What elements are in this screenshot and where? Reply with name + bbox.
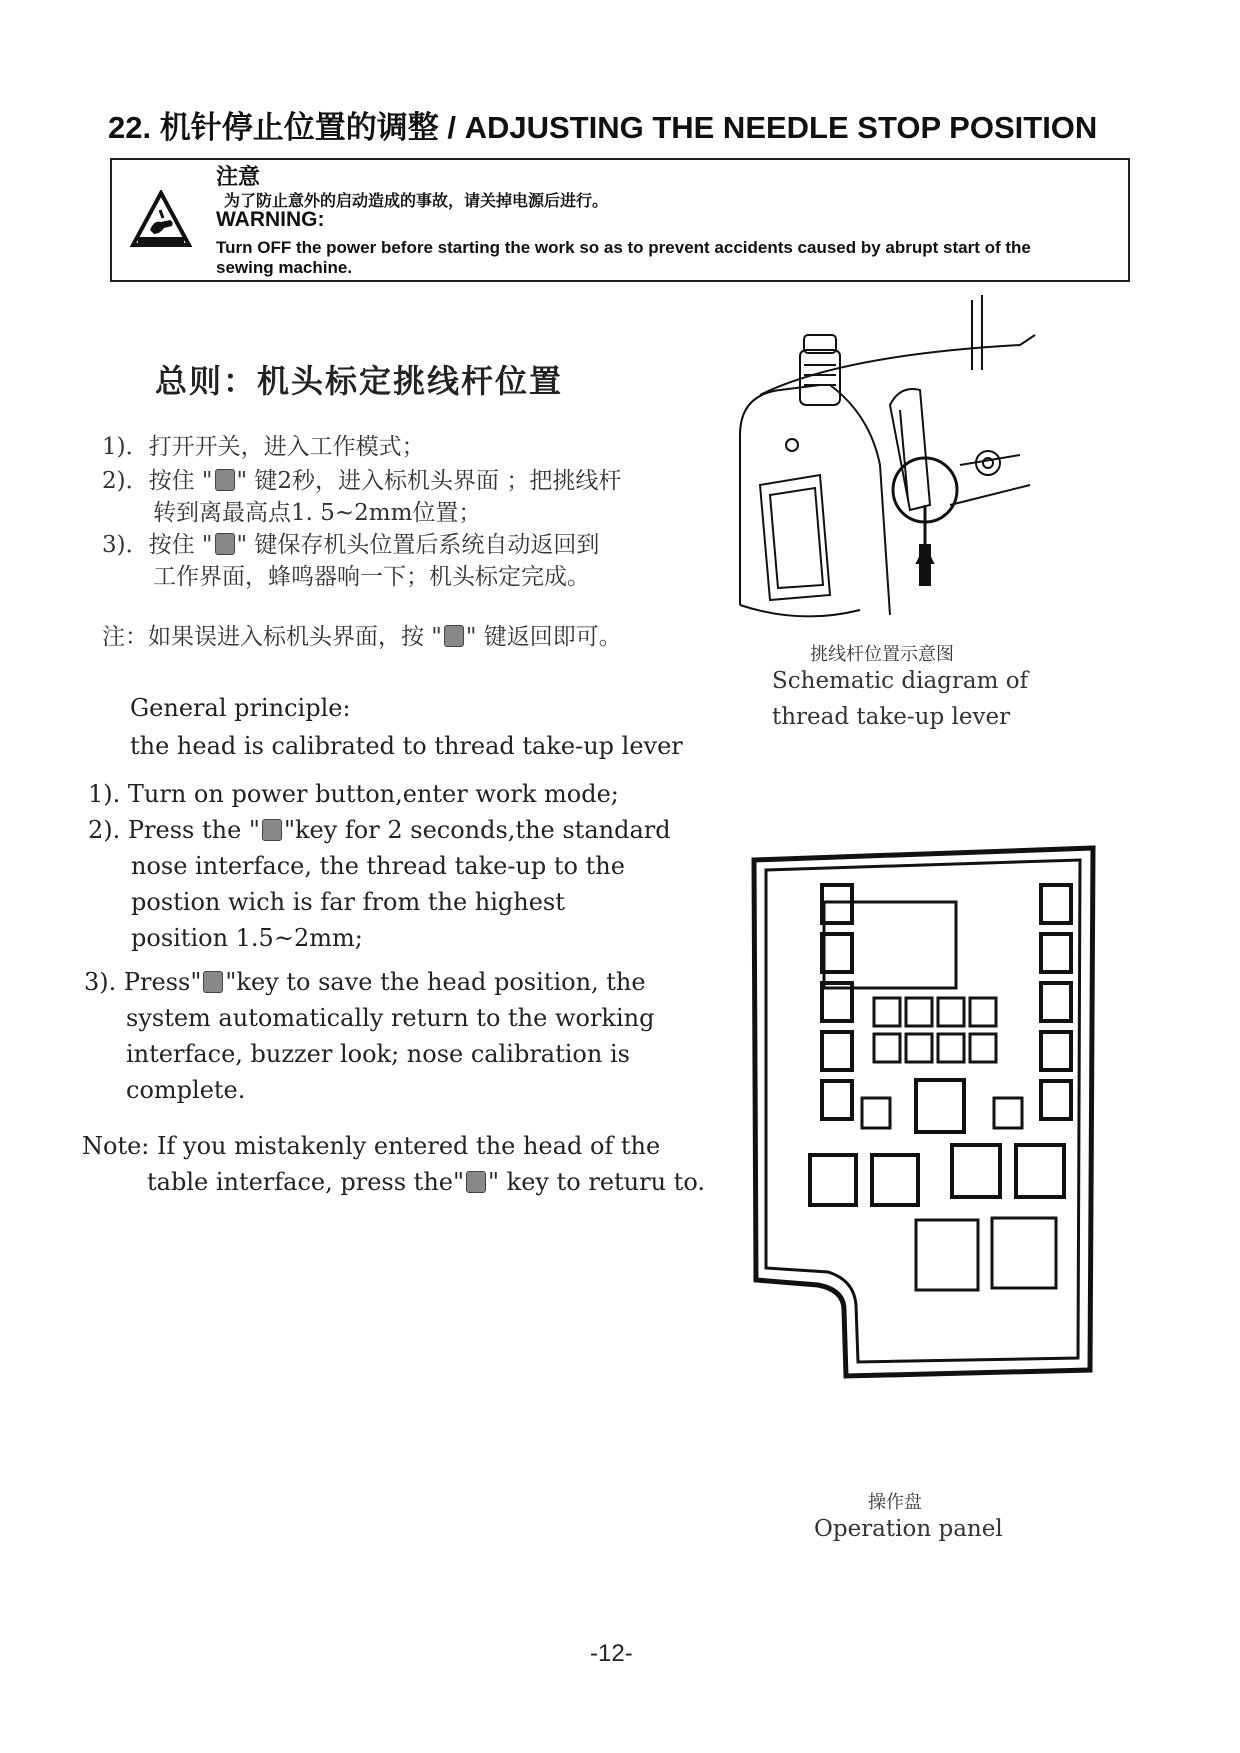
en-note-line-2-pre: table interface, press the" [147,1168,465,1196]
cn-note-pre: 注：如果误进入标机头界面，按 " [102,624,442,650]
en-step-3-line-4: complete. [126,1076,246,1104]
en-step-1: 1). Turn on power button,enter work mode; [88,780,619,808]
en-note-line-1: Note: If you mistakenly entered the head of the [82,1132,661,1160]
f-key-icon [262,819,282,841]
warning-box [110,158,1130,282]
heading-number: 22. [108,110,152,145]
lever-caption-cn: 挑线杆位置示意图 [810,644,954,665]
cn-step-2a [102,462,621,495]
section-heading [108,102,1097,147]
warning-cn-label: 注意 [216,164,261,189]
heading-en: ADJUSTING THE NEEDLE STOP POSITION [464,110,1098,145]
cn-step-3b: 工作界面，蜂鸣器响一下；机头标定完成。 [153,564,590,590]
s-key-icon [215,533,235,555]
en-note-line-2 [147,1168,705,1196]
en-step-3-line-2: system automatically return to the working [126,1004,655,1032]
en-step-2 [88,816,671,844]
en-principle-1: General principle: [130,694,351,722]
en-step-2-line-3: postion wich is far from the highest [131,888,565,916]
cn-step-3a-post: " 键保存机头位置后系统自动返回到 [236,532,600,558]
f-key-icon [466,1171,486,1193]
en-step-2-line-4: position 1.5~2mm; [131,924,363,952]
warning-cn-text: 为了防止意外的启动造成的事故，请关掉电源后进行。 [224,193,609,210]
thread-take-up-lever-diagram [720,295,1050,625]
en-step-3 [84,968,646,996]
panel-caption-en: Operation panel [814,1516,1003,1542]
cn-step-1: 1)．打开开关，进入工作模式； [102,434,425,460]
en-step-3-pre: 3). Press" [84,968,202,996]
en-step-2-line-2: nose interface, the thread take-up to the [131,852,625,880]
cn-step-3a-pre: 3)．按住 " [102,532,213,558]
warning-en-text-1: Turn OFF the power before starting the work so as to prevent accidents caused by abrupt start of the [216,238,1031,257]
warning-en-text-2: sewing machine. [216,258,353,277]
panel-caption-cn: 操作盘 [868,1492,922,1513]
hand-hazard-icon [130,190,192,248]
heading-cn: 机针停止位置的调整 [159,110,439,145]
cn-step-2b: 转到离最高点1. 5~2mm位置； [153,500,482,526]
s-key-icon [203,971,223,993]
warning-en-label: WARNING: [216,208,325,231]
cn-step-2a-post: " 键2秒，进入标机头界面 ；把挑线杆 [236,468,622,494]
en-step-2-post: "key for 2 seconds,the standard [283,816,671,844]
f-key-icon [215,469,235,491]
page-number: -12- [590,1640,633,1667]
heading-separator: / [438,110,465,145]
lever-caption-en-2: thread take-up lever [772,704,1011,730]
cn-note-post: " 键返回即可。 [465,624,622,650]
cn-step-2a-pre: 2)．按住 " [102,468,213,494]
f-key-icon [444,625,464,647]
cn-step-3a [102,526,599,559]
en-step-2-pre: 2). Press the " [88,816,260,844]
lever-caption-en-1: Schematic diagram of [772,668,1029,694]
en-step-3-post: "key to save the head position, the [225,968,646,996]
en-step-3-line-3: interface, buzzer look; nose calibration is [126,1040,630,1068]
operation-panel-diagram [748,840,1098,1380]
en-principle-2: the head is calibrated to thread take-up lever [130,732,683,760]
en-note-line-2-post: " key to returu to. [488,1168,705,1196]
cn-section-title: 总则：机头标定挑线杆位置 [155,362,564,400]
cn-note [102,618,622,651]
